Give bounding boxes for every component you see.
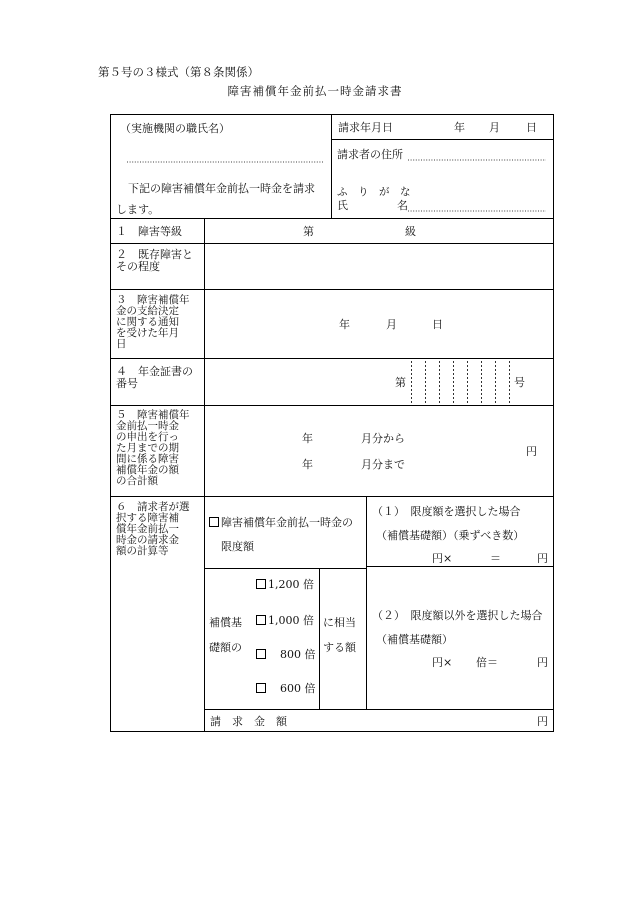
- period-total-yen: 円: [526, 445, 537, 458]
- case2-subtitle: （補償基礎額）: [376, 633, 453, 646]
- base-label-line1: 補償基: [209, 616, 242, 629]
- option-600[interactable]: 600 倍: [256, 683, 316, 694]
- case1-subtitle: （補償基礎額）（乗ずべき数）: [376, 529, 525, 542]
- row3-year: 年: [339, 318, 350, 331]
- row3-month: 月: [386, 318, 397, 331]
- period-from-month: 月分から: [361, 432, 405, 445]
- case1-title: （１） 限度額を選択した場合: [372, 505, 521, 518]
- row6-label: ６ 請求者が選 択する障害補 償年金前払一 時金の請求金 額の計算等: [116, 501, 190, 557]
- limit-option-line2: 限度額: [221, 540, 254, 553]
- form-title: 障害補償年金前払一時金請求書: [227, 84, 403, 98]
- row3-label: ３ 障害補償年 金の支給決定 に関する通知 を受けた年月 日: [116, 294, 190, 350]
- certificate-go: 号: [514, 376, 525, 389]
- option-1200[interactable]: 1,200 倍: [256, 579, 314, 590]
- row4-label: ４ 年金証書の 番号: [116, 365, 193, 390]
- furigana-label: ふ り が な: [337, 186, 411, 198]
- total-yen: 円: [537, 715, 548, 728]
- total-label: 請 求 金 額: [210, 715, 287, 728]
- row1-label: １ 障害等級: [116, 225, 182, 238]
- request-text-line2: します。: [116, 203, 160, 216]
- form-number: 第５号の３様式（第８条関係）: [98, 65, 259, 79]
- date-month: 月: [489, 121, 500, 134]
- checkbox-1200[interactable]: [256, 579, 266, 589]
- name-mei: 名: [397, 199, 408, 212]
- request-text-line1: 下記の障害補償年金前払一時金を請求: [128, 182, 315, 195]
- period-to-month: 月分まで: [361, 458, 405, 471]
- base-label-line2: 礎額の: [209, 641, 242, 654]
- row1-kyu: 級: [405, 225, 416, 238]
- limit-checkbox[interactable]: [209, 517, 219, 527]
- row1-dai: 第: [303, 225, 314, 238]
- name-shi: 氏: [337, 199, 348, 212]
- case2-yen: 円: [537, 656, 548, 669]
- row5-label: ５ 障害補償年 金前払一時金 の申出を行っ た月までの期 間に係る障害 補償年金の額 の合計額: [116, 409, 190, 487]
- period-from-year: 年: [302, 432, 313, 445]
- row2-label: ２ 既存障害と その程度: [116, 248, 193, 273]
- limit-option[interactable]: 障害補償年金前払一時金の: [209, 517, 353, 528]
- option-1000[interactable]: 1,000 倍: [256, 615, 314, 626]
- case1-yen-times: 円×: [432, 552, 453, 565]
- request-date-label: 請求年月日: [338, 121, 393, 134]
- checkbox-800[interactable]: [256, 649, 266, 659]
- address-label: 請求者の住所: [337, 148, 403, 161]
- agency-label: （実施機関の職氏名）: [120, 122, 230, 135]
- equiv-line1: に相当: [323, 616, 356, 629]
- checkbox-600[interactable]: [256, 683, 266, 693]
- period-to-year: 年: [302, 458, 313, 471]
- case2-title: （２） 限度額以外を選択した場合: [372, 609, 543, 622]
- date-day: 日: [526, 121, 537, 134]
- case1-equals: ＝: [490, 552, 501, 565]
- checkbox-1000[interactable]: [256, 615, 266, 625]
- certificate-dai: 第: [395, 376, 406, 389]
- date-year: 年: [454, 121, 465, 134]
- option-800[interactable]: 800 倍: [256, 649, 316, 660]
- case2-bai-equals: 倍＝: [476, 656, 498, 669]
- equiv-line2: する額: [323, 641, 356, 654]
- case2-yen-times: 円×: [432, 656, 453, 669]
- row3-day: 日: [432, 318, 443, 331]
- case1-yen: 円: [537, 552, 548, 565]
